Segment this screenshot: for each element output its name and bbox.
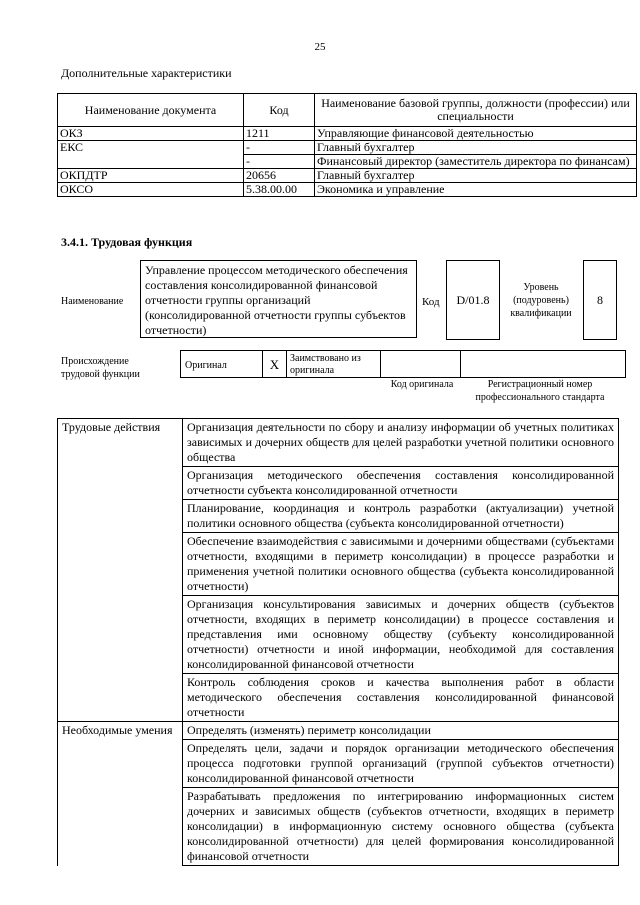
cell-doc: ОКЗ: [58, 127, 244, 141]
cell-doc: ОКСО: [58, 183, 244, 197]
name-label: Наименование: [61, 296, 124, 307]
list-item: Организация методического обеспечения составления консолидированной отчетности субъекта консолидированной отчетности: [183, 467, 619, 500]
original-code-cell: [380, 350, 460, 378]
cell-group: Главный бухгалтер: [315, 169, 637, 183]
original-label: Оригинал: [180, 350, 262, 378]
function-heading: 3.4.1. Трудовая функция: [61, 235, 193, 249]
additional-characteristics-table: [57, 93, 637, 197]
original-code-caption: Код оригинала: [390, 379, 454, 390]
function-name: Управление процессом методического обеспечения составления консолидированной финансовой отчетности группы организаций (консолидированной отчетности группы субъектов отчетности): [140, 260, 417, 338]
table-row: [58, 183, 637, 197]
cell-group: Управляющие финансовой деятельностью: [315, 127, 637, 141]
reg-number-cell: [460, 350, 626, 378]
cell-code: 20656: [244, 169, 315, 183]
additional-characteristics-title: Дополнительные характеристики: [61, 66, 232, 80]
origin-row: [180, 350, 626, 378]
function-details-table: [57, 418, 619, 866]
cell-code: -: [244, 155, 315, 169]
table-row: [58, 141, 637, 155]
list-item: Планирование, координация и контроль разработки (актуализации) учетной политики основного общества (субъекта консолидированной отчетности): [183, 500, 619, 533]
original-mark: X: [262, 350, 286, 378]
list-item: Обеспечение взаимодействия с зависимыми и дочерними обществами (субъектами отчетности, входящими в периметр консолидации) в процессе разработки и применения учетной политики основного общества (субъекта консолидированной отчетности): [183, 533, 619, 596]
cell-code: 1211: [244, 127, 315, 141]
header-doc: Наименование документа: [58, 94, 244, 127]
list-item: Определять (изменять) периметр консолидации: [183, 722, 619, 740]
qualification-level: 8: [583, 260, 617, 340]
cell-group: Экономика и управление: [315, 183, 637, 197]
table-row: [58, 169, 637, 183]
cell-doc: ЕКС: [58, 141, 244, 169]
code-label: Код: [422, 296, 440, 308]
header-group: Наименование базовой группы, должности (профессии) или специальности: [315, 94, 637, 127]
list-item: Определять цели, задачи и порядок организации методического обеспечения процесса подготовки группой организаций (группой субъектов отчетности) консолидированной финансовой отчетности: [183, 740, 619, 788]
list-item: Организация консультирования зависимых и дочерних обществ (субъектов отчетности, входящих в периметр консолидации) в процессе составления и представления ими основному обществу (субъекту консолидированной отчетности) отчетности и иной информации, необходимой для составления консолидированной финансовой отчетности: [183, 596, 619, 674]
cell-group: Главный бухгалтер: [315, 141, 637, 155]
function-code: D/01.8: [446, 260, 500, 340]
cell-doc: ОКПДТР: [58, 169, 244, 183]
section-label: Необходимые умения: [58, 722, 183, 866]
list-item: Контроль соблюдения сроков и качества выполнения работ в области методического обеспечения составления консолидированной финансовой отчетности: [183, 674, 619, 722]
header-code: Код: [244, 94, 315, 127]
section-label: Трудовые действия: [58, 419, 183, 722]
borrowed-label: Заимствовано из оригинала: [286, 350, 380, 378]
cell-code: -: [244, 141, 315, 155]
cell-code: 5.38.00.00: [244, 183, 315, 197]
list-item: Разрабатывать предложения по интегрированию информационных систем дочерних и зависимых обществ (субъектов отчетности, входящих в периметр консолидации) в информационную систему основного общества (субъекта консолидированной отчетности) для целей формирования консолидированной финансовой отчетности: [183, 788, 619, 866]
table-row: [58, 419, 619, 467]
origin-label: Происхождение трудовой функции: [61, 356, 140, 380]
page-number: 25: [314, 41, 326, 53]
table-header-row: [58, 94, 637, 127]
cell-group: Финансовый директор (заместитель директора по финансам): [315, 155, 637, 169]
level-label: Уровень (подуровень) квалификации: [510, 282, 572, 319]
table-row: [58, 722, 619, 740]
reg-number-caption: Регистрационный номер профессионального стандарта: [475, 379, 605, 403]
list-item: Организация деятельности по сбору и анализу информации об учетных политиках зависимых и дочерних обществ для целей разработки учетной политики основного общества: [183, 419, 619, 467]
table-row: [58, 127, 637, 141]
